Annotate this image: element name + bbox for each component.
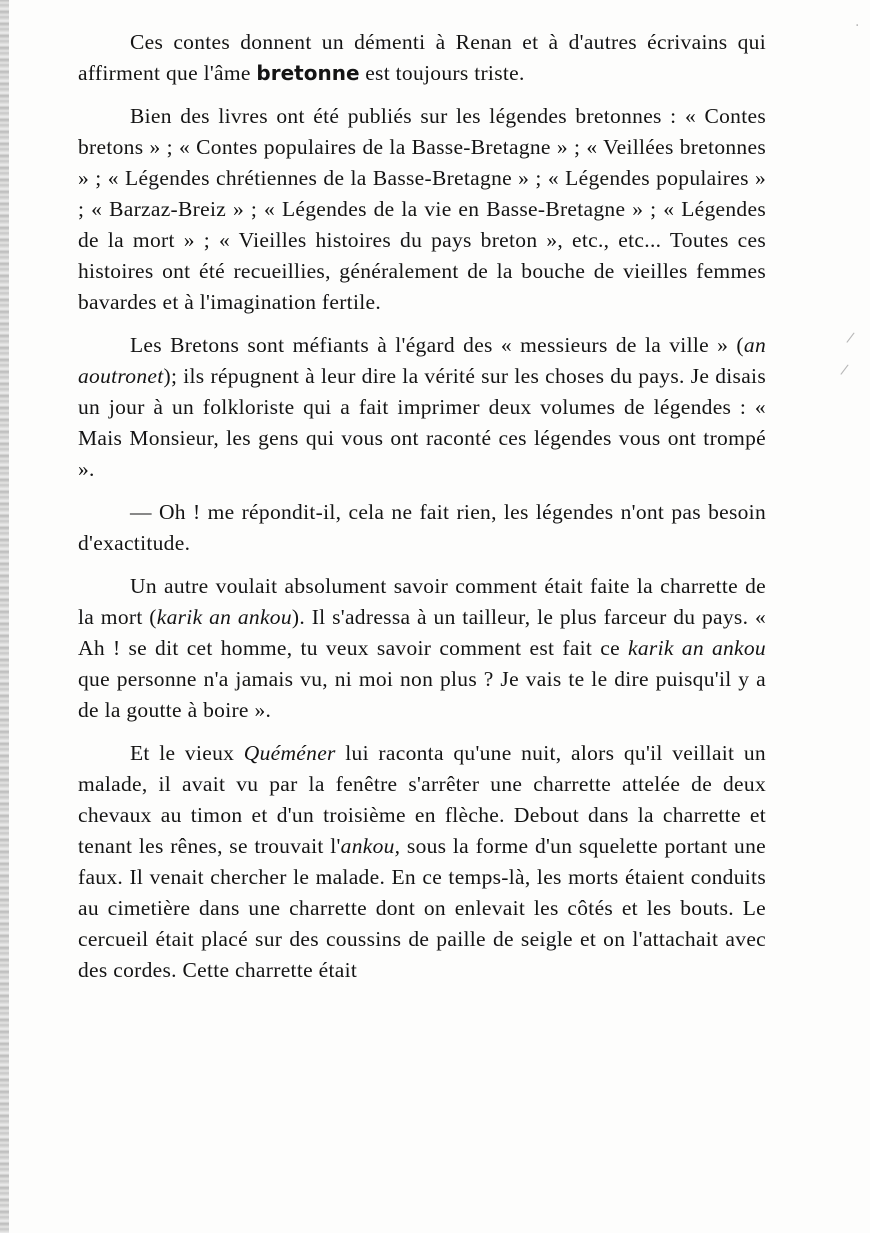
- p4-text: — Oh ! me répondit-il, cela ne fait rien, les légendes n'ont pas besoin d'exactitude.: [78, 500, 766, 555]
- p6-text-b: lui raconta qu'une nuit, alors qu'il veillait un malade, il avait vu par la fenêtre s'arrêter une charrette attelée de deux chevaux au timon et d'un troisième en flèche. Debout dans la charrette et tenant les rênes, se trouvait l': [78, 741, 766, 858]
- p3-text-a: Les Bretons sont méfiants à l'égard des « messieurs de la ville » (: [130, 333, 744, 357]
- paragraph-6: [78, 738, 766, 986]
- p6-italic-name: Quéméner: [243, 741, 336, 765]
- paragraph-4: [78, 497, 766, 559]
- p3-italic-term: an aoutronet: [78, 333, 766, 388]
- margin-stroke: /: [845, 329, 856, 347]
- p5-italic-term-1: karik an ankou: [156, 605, 292, 629]
- p5-italic-term-2: karik an ankou: [628, 636, 766, 660]
- paragraph-5: [78, 571, 766, 726]
- p1-text-a: Ces contes donnent un démenti à Renan et à d'autres écrivains qui affirment que l'âme: [78, 30, 766, 85]
- p1-text-b: est toujours triste.: [359, 61, 525, 85]
- p6-text-c: sous la forme d'un squelette portant une faux. Il venait chercher le malade. En ce temps-là, les morts étaient conduits au cimetière dans une charrette dont on enlevait les côtés et les bouts. Le cercueil était placé sur des coussins de paille de seigle et on l'attachait avec des cordes. Cette charrette était: [78, 834, 766, 982]
- paragraph-1: [78, 27, 766, 89]
- paragraph-3: [78, 330, 766, 485]
- p5-text-c: que personne n'a jamais vu, ni moi non plus ? Je vais te le dire puisqu'il y a de la goutte à boire ».: [78, 667, 766, 722]
- paragraph-2: [78, 101, 766, 318]
- p3-text-b: ); ils répugnent à leur dire la vérité sur les choses du pays. Je disais un jour à un folkloriste qui a fait imprimer deux volumes de légendes : « Mais Monsieur, les gens qui vous ont raconté ces légendes vous ont trompé ».: [78, 364, 766, 481]
- p5-text-a: Un autre voulait absolument savoir comment était faite la charrette de la mort (: [78, 574, 766, 629]
- margin-speck: ·: [855, 18, 860, 34]
- binding-edge: [0, 0, 9, 1233]
- p2-text: Bien des livres ont été publiés sur les légendes bretonnes : « Contes bretons » ; « Contes populaires de la Basse-Bretagne » ; « Veillées bretonnes » ; « Légendes chrétiennes de la Basse-Bretagne » ; « Légendes populaires » ; « Barzaz-Breiz » ; « Légendes de la vie en Basse-Bretagne » ; « Légendes de la mort » ; « Vieilles histoires du pays breton », etc., etc... Toutes ces histoires ont été recueillies, généralement de la bouche de vieilles femmes bavardes et à l'imagination fertile.: [78, 104, 766, 314]
- p6-italic-term: ankou,: [340, 834, 401, 858]
- margin-stroke-2: /: [839, 361, 850, 379]
- p6-text-a: Et le vieux: [130, 741, 244, 765]
- p1-handwritten-word: bretonne: [256, 61, 360, 85]
- p5-text-b: ). Il s'adressa à un tailleur, le plus farceur du pays. « Ah ! se dit cet homme, tu veux savoir comment est fait ce: [78, 605, 766, 660]
- body-text: [78, 27, 766, 998]
